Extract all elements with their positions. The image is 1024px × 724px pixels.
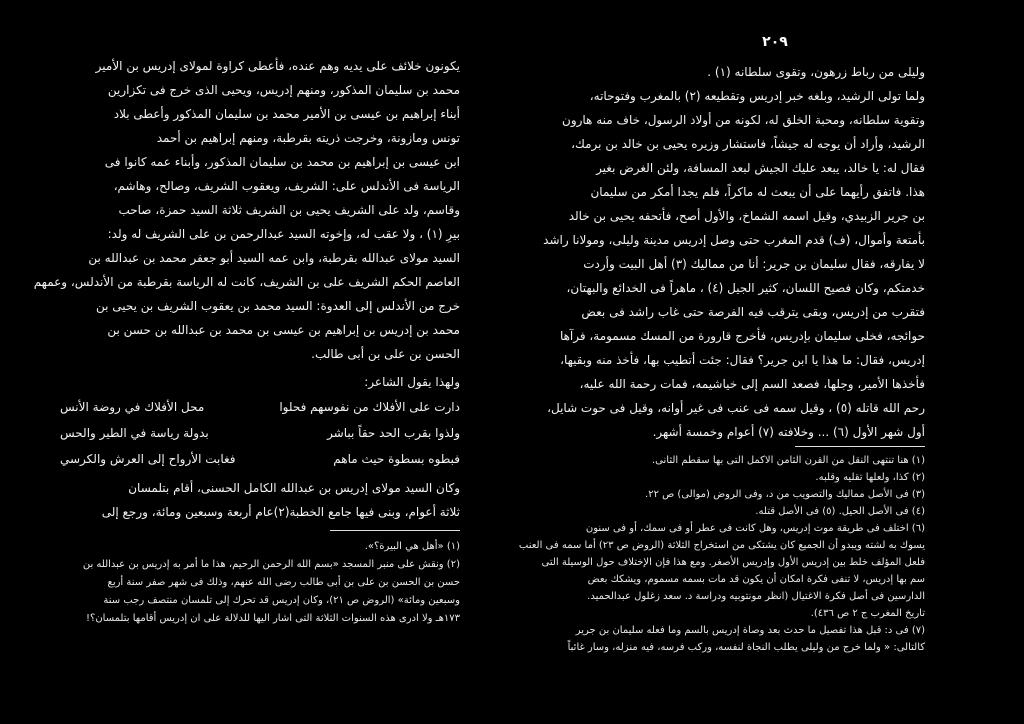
footnote-line: (٢) ونقش على منبر المسجد «بسم الله الرحمن الرحيم، هذا ما أمر به إدريس بن عبدالله بن — [82, 559, 460, 570]
poem-hemistich-first: ولذوا بقرب الحد حقاً بباشر — [327, 426, 460, 440]
body-line: وقاسم، ولد على الشريف يحيى بن الشريف ثلاثة السيد حمزة، صاحب — [118, 203, 460, 217]
poem-hemistich-second: محل الأفلاك في روضة الأنس — [60, 400, 205, 414]
body-line: يكونون خلائف على يديه وهم عنده، فأعطى كراوة لمولاى إدريس بن الأمير — [95, 59, 460, 73]
footnote-line: سم بها إدريس، لا تنفى فكرة امكان أن يكون قد مات بسمه مسموم، ويشكك بعض — [587, 574, 925, 585]
body-line: محمد بن سليمان المذكور، ومنهم إدريس، ويحيى الذى خرج فى تكزارين — [107, 83, 460, 97]
page-number: ٢٠٩ — [762, 34, 788, 50]
footnote-divider — [795, 446, 925, 447]
footnote-line: تاريخ المغرب ج ٢ ص ٤٣٦). — [810, 608, 925, 619]
body-line: الرشيد، وأراد أن يوجه له جيشاً، فاستشار وزيره يحيى بن خالد بن برمك، — [571, 137, 925, 151]
body-line: وكان السيد مولاى إدريس بن عبدالله الكامل الحسنى، أقام بتلمسان — [128, 481, 460, 495]
poem-hemistich-first: فبطوه بسطوة حيث ماهم — [333, 452, 460, 466]
body-line: بيرِ (١) ، ولا عقب له، وإخوته السيد عبدالرحمن بن على الشريف له ولد: — [107, 227, 460, 241]
left-page — [33, 0, 460, 724]
body-line: وتقوية سلطانه، ومحبة الخلق له، لكونه من أولاد الرسول، خاف منه هارون — [562, 113, 925, 127]
right-page — [518, 0, 925, 724]
footnote-line: الدارسين فى أصل فكرة الاغتيال (انظر مونتوبيه ودراسة د. سعد زغلول عبدالحميد. — [587, 591, 925, 602]
body-line: فأخذها الأمير، وجلها، فصعد السم إلى خياشيمه، فمات رحمة الله عليه، — [579, 377, 925, 391]
poem-verse — [60, 400, 460, 418]
body-line: رحم الله قاتله (٥) ، وقيل سمه فى عنب فى غير أوانه، وقيل فى حوت شايل، — [547, 401, 925, 415]
body-line: لا يفارقه، فقال سليمان بن جرير: أنا من مماليك (٣) أهل البيت وأردت — [583, 257, 925, 271]
body-line: هذا. فاتفق رأيهما على أن يبعث له ماكراً، فلم يجدا أمكر من سليمان — [590, 185, 925, 199]
body-line: حوائجه، فخلى سليمان بإدريس، فأخرج قارورة من المسك مسمومة، فرآها — [559, 329, 925, 343]
poem-intro: ولهذا يقول الشاعر: — [364, 375, 460, 389]
body-line: أول شهر الأول (٦) ... وخلافته (٧) أعوام وخمسة أشهر. — [652, 425, 925, 439]
footnote-line: وسبعين ومائة» (الروض ص ٢١)، وكان إدريس قد تحرك إلى تلمسان منتصف رجب سنة — [103, 595, 460, 606]
body-line: أبناء إبراهيم بن عيسى بن الأمير محمد بن سليمان المذكور وأعطى بلاد — [113, 107, 460, 121]
body-line: الحسن بن على بن أبى طالب. — [311, 347, 460, 361]
footnote-line: (٢) كذا، ولعلها تقليه وقلبه. — [815, 472, 925, 483]
footnote-line: (١) هنا تنتهى النقل من القرن الثامن الاكمل التى بها سقطم الثانى. — [652, 455, 925, 466]
body-line: إدريس، فقال: ما هذا يا ابن جرير؟ فقال: جئت أتطيب بها، فأخذ منه وبقيها، — [560, 353, 925, 367]
body-line: ثلاثة أعوام، وبنى فيها جامع الخطبة(٢)عام أربعة وسبعين ومائة، ورجع إلى — [101, 505, 460, 519]
body-line: بأمتعة وأموال، (ف) قدم المغرب حتى وصل إدريس مدينة وليلى، ومولانا راشد — [543, 233, 925, 247]
poem-hemistich-second: فغابت الأرواح إلى العرش والكرسي — [60, 452, 236, 466]
footnote-line: (٣) فى الأصل مماليك والتصويب من د، وفى الروض (موالى) ص ٢٢. — [645, 489, 925, 500]
poem-hemistich-first: دارت على الأفلاك من نفوسهم فحلوا — [279, 400, 460, 414]
footnote-divider — [330, 530, 460, 531]
body-line: ولما تولى الرشيد، وبلغه خبر إدريس وتقطيعه (٢) بالمغرب وفتوحاته، — [589, 89, 925, 103]
body-line: الرياسة فى الأندلس على: الشريف، ويعقوب الشريف، وصالح، وهاشم، — [113, 179, 460, 193]
footnote-line: (١) «أهل هي البيرة؟». — [364, 541, 460, 552]
footnote-line: (٤) فى الأصل الحيل. (٥) فى الأصل قتله. — [755, 506, 925, 517]
footnote-line: (٦) اختلف فى طريقة موت إدريس، وهل كانت فى عطر أو فى سمك، أو فى سنون — [585, 523, 925, 534]
poem-hemistich-second: بدولة رياسة في الطير والحس — [60, 426, 209, 440]
body-line: ابن عيسى بن إبراهيم بن محمد بن سليمان المذكور، وأبناء عمه كانوا فى — [104, 155, 460, 169]
body-line: بن جرير الزبيدي، وقيل اسمه الشماخ، والأول أصح، فأتحفه يحيى بن خالد — [568, 209, 925, 223]
footnote-line: كالتالى: « ولما خرج من وليلى يطلب النجاة لنفسه، وركب فرسه، فيه منزله، وسار غائباً — [567, 642, 925, 653]
body-line: تونس ومازونة، وخرجت ذريته بقرطبة، ومنهم إبراهيم بن أحمد — [156, 131, 460, 145]
body-line: فتقرب من إدريس، وبقى يترقب فيه الفرصة حتى غاب راشد فى بعض — [581, 305, 925, 319]
body-line: وليلى من رباط زرهون، وتقوى سلطانه (١) . — [707, 65, 925, 79]
footnote-line: ١٧٣هـ ولا ادرى هذه السنوات الثلاثة التى اشار اليها للدلالة على ان إدريس أقامها بتلمسان؟! — [86, 613, 460, 624]
body-line: محمد بن إدريس بن إبراهيم بن عيسى بن محمد بن عبدالله بن حسن بن — [107, 323, 460, 337]
poem-verse — [60, 452, 460, 470]
body-line: فقال له: يا خالد، يبعد عليك الجيش لبعد المسافة، ولئن الغرض بغير — [596, 161, 925, 175]
footnote-line: حسن بن الحسن بن على بن أبى طالب رضى الله عنهم، وذلك فى شهر صفر سنة أربع — [107, 577, 460, 588]
footnote-line: يسوك به لشته ويبدو أن الجميع كان يشتكى من استخراج الثلاثة (الروض ص ٢٣) أما سمه فى العنب — [518, 540, 925, 551]
body-line: خدمتكم، وكان فصيح اللسان، كثير الجيل (٤) ، ماهراً فى الخدائع والبهتان، — [566, 281, 925, 295]
footnote-line: فلعل المؤلف خلط بين إدريس الأول وإدريس الأصغر. ومع هذا فإن الإختلاف حول الوسيلة التى — [541, 557, 925, 568]
body-line: العاصم الحكم الشريف على بن الشريف، كانت له الرياسة بقرطبة من الأندلس، وعمهم — [33, 275, 460, 289]
footnote-line: (٧) فى د: قبل هذا تفصيل ما حدث بعد وصاة إدريس بالسم وما فعله سليمان بن جرير — [575, 625, 925, 636]
body-line: السيد مولاى عبدالله بقرطبة، وابن عمه السيد أبو جعفر محمد بن عبدالله بن — [88, 251, 460, 265]
poem-verse — [60, 426, 460, 444]
body-line: خرج من الأندلس إلى العدوة: السيد محمد بن يعقوب الشريف بن يحيى بن — [95, 299, 460, 313]
